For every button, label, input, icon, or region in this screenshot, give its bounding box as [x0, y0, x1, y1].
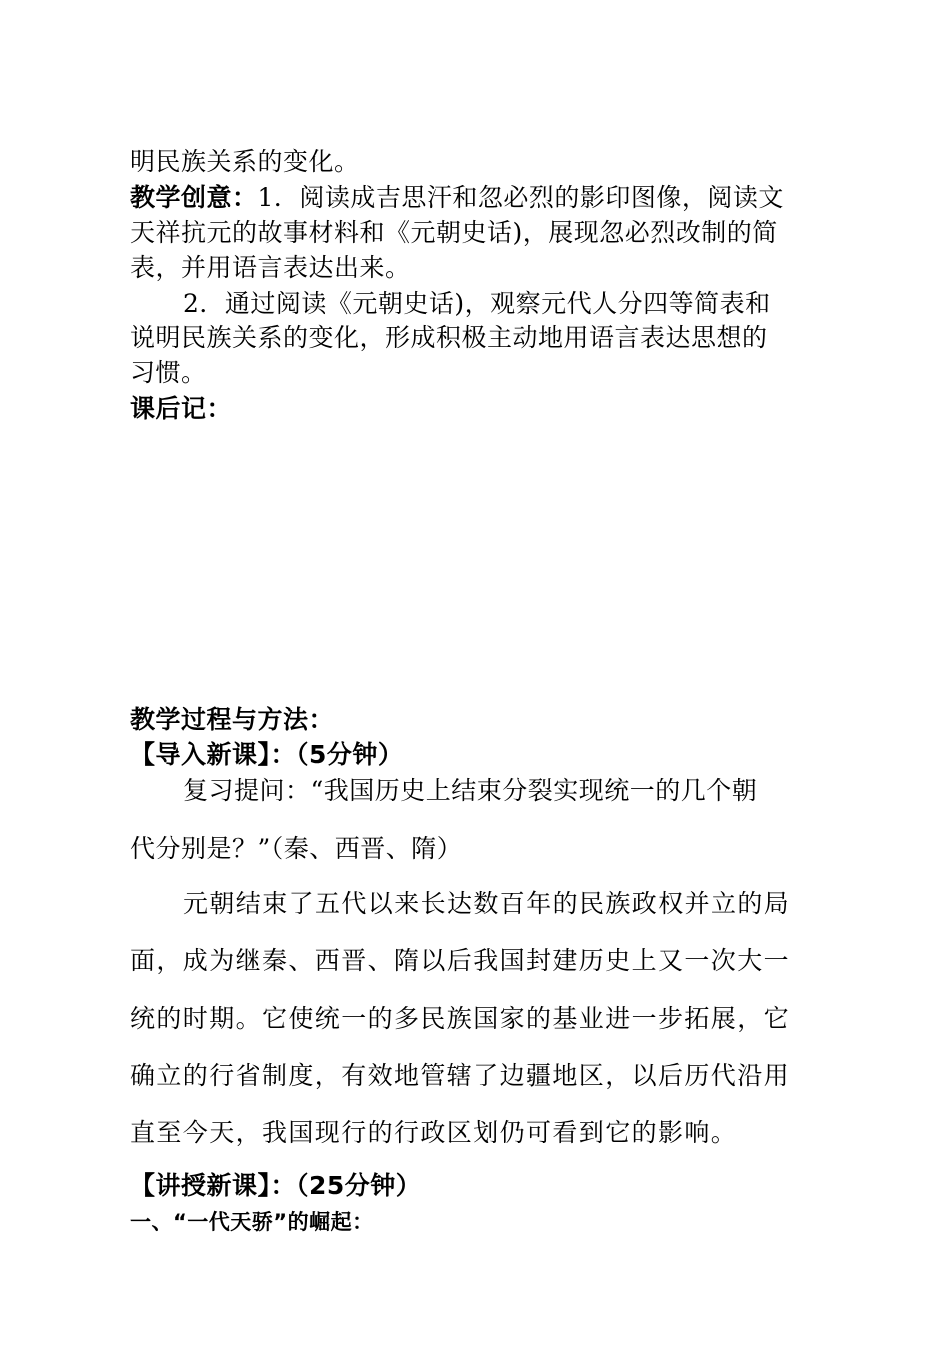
text-line: [130, 704, 830, 736]
text-line: [130, 357, 830, 389]
creative-item1-line3: 表，并用语言表达出来。: [130, 253, 411, 282]
creative-item2-line1: 2．通过阅读《元朝史话)，观察元代人分四等简表和: [183, 289, 771, 318]
text-line: [130, 393, 830, 425]
text-line: [130, 1170, 830, 1202]
text-line: [183, 888, 883, 920]
intro-paragraph-line2: 面，成为继秦、西晋、隋以后我国封建历史上又一次大一: [130, 946, 791, 975]
creative-item2-line2: 说明民族关系的变化，形成积极主动地用语言表达思想的: [130, 323, 768, 352]
creative-item1-line1: 1．阅读成吉思汗和忽必烈的影印图像，阅读文: [257, 183, 784, 212]
text-line: [130, 739, 830, 771]
text-line: [130, 217, 830, 249]
text-line: [130, 252, 830, 284]
creative-item1-line2: 天祥抗元的故事材料和《元朝史话)，展现忽必烈改制的简: [130, 218, 778, 247]
text-line: [130, 322, 830, 354]
section1-heading: 一、“一代天骄”的崛起：: [130, 1210, 374, 1234]
text-line: [183, 288, 883, 320]
creative-heading: 教学创意：: [130, 183, 258, 212]
intro-paragraph-line5: 直至今天，我国现行的行政区划仍可看到它的影响。: [130, 1118, 738, 1147]
paragraph-continuation: 明民族关系的变化。: [130, 147, 360, 176]
text-line: [130, 1206, 830, 1238]
creative-item2-line3: 习惯。: [130, 358, 207, 387]
text-line: [130, 833, 830, 865]
text-line: [130, 1117, 830, 1149]
text-line: [130, 146, 830, 178]
lecture-heading: 【讲授新课】：（25分钟）: [130, 1171, 422, 1200]
text-line: [130, 1003, 830, 1035]
text-line: [130, 1060, 830, 1092]
process-heading: 教学过程与方法：: [130, 705, 335, 734]
intro-paragraph-line4: 确立的行省制度，有效地管辖了边疆地区，以后历代沿用: [130, 1061, 791, 1090]
intro-heading: 【导入新课】：（5分钟）: [130, 740, 404, 769]
text-line: [130, 182, 830, 214]
intro-question-line2: 代分别是？”（秦、西晋、隋）: [130, 834, 463, 863]
afterclass-heading: 课后记：: [130, 394, 233, 423]
intro-paragraph-line3: 统的时期。它使统一的多民族国家的基业进一步拓展，它: [130, 1004, 791, 1033]
intro-question-line1: 复习提问：“我国历史上结束分裂实现统一的几个朝: [183, 776, 758, 805]
text-line: [183, 775, 883, 807]
intro-paragraph-line1: 元朝结束了五代以来长达数百年的民族政权并立的局: [183, 889, 791, 918]
text-line: [130, 945, 830, 977]
